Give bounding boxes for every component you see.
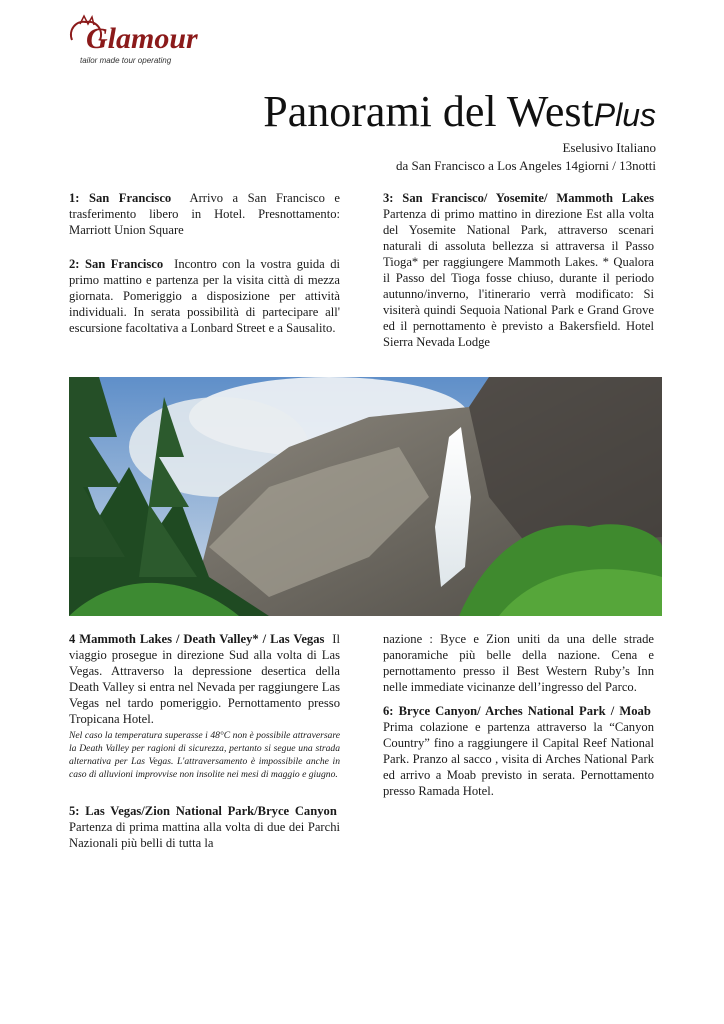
day-2-text: Incontro con la vostra guida di primo mattino e partenza per la visita città di mezza giornata. Pomeriggio a disposizione per attività individuali. In serata possibilità di partecipare all' escursione facoltativa a Lonbard Street e a Sausalito.	[69, 257, 341, 335]
title-plus: Plus	[593, 97, 656, 133]
column-top-left	[69, 190, 340, 354]
day-5-text: Partenza di prima mattina alla volta di due dei Parchi Nazionali più belli di tutta la	[69, 820, 340, 850]
route-duration: da San Francisco a Los Angeles 14giorni / 13notti	[396, 158, 656, 173]
page-title	[263, 86, 656, 137]
subtitle: Eselusivo Italiano	[562, 140, 656, 155]
day-4-note: Nel caso la temperatura superasse i 48°C non è possibile attraversare la Death Valley per ragioni di sicurezza, pertanto si segue una strada alternativa per Las Vegas. L'attraversamento è impossibile anche in caso di alluvioni improvvise non insolite nei mesi di maggio e giugno.	[69, 730, 340, 780]
day-1-text: Arrivo a San Francisco e trasferimento libero in Hotel. Presnottamento: Marriott Union Square	[69, 191, 340, 237]
day-2	[69, 256, 340, 336]
column-bottom-left	[69, 631, 340, 853]
column-top-right	[383, 190, 654, 368]
day-5	[69, 803, 340, 850]
landscape-illustration	[69, 377, 662, 616]
day-3-text: Partenza di primo mattino in direzione Est alla volta del Yosemite National Park, attraverso scenari naturali di assoluta bellezza si attraversa il Passo Tioga* per raggiungere Mammoth Lakes. * Qualora il Passo del Tioga fosse chiuso, durante il periodo autunno/inverno, l'itinerario verrà modificato: Si visiterà quindi Sequoia National Park e Grand Grove ed il pernottamento è previsto a Bakersfield. Hotel Sierra Nevada Lodge	[383, 207, 654, 349]
day-6-text: Prima colazione e partenza attraverso la “Canyon Country” fino a raggiungere il Capital Reef National Park. Pranzo al sacco , visita di Arches National Park ed arrivo a Moab previsto in serata. Pernottamento presso Ramada Hotel.	[383, 720, 654, 798]
day-1	[69, 190, 340, 238]
day-2-title: 2: San Francisco	[69, 257, 164, 271]
logo-wordmark: Glamour	[86, 22, 198, 55]
day-4-text: Il viaggio prosegue in direzione Sud alla volta di Las Vegas. Attraverso la depressione desertica della Death Valley si entra nel Nevada per raggiungere Las Vegas nel tardo pomeriggio. Pernottamento presso Tropicana Hotel.	[69, 632, 340, 726]
day-5-continued: nazione : Byce e Zion uniti da una delle strade panoramiche più belle della nazione. Cena e pernottamento presso il Best Western Ruby’s Inn nelle immediate vicinanze dell’ingresso del Parco.	[383, 632, 654, 694]
day-1-title: 1: San Francisco	[69, 191, 172, 205]
title-main: Panorami del West	[263, 87, 594, 136]
column-bottom-right	[383, 631, 654, 817]
yosemite-waterfall-photo	[69, 377, 662, 616]
logo-tagline: tailor made tour operating	[80, 56, 172, 65]
day-6	[383, 703, 654, 799]
glamour-logo	[66, 10, 196, 70]
day-5-title: 5: Las Vegas/Zion National Park/Bryce Canyon	[69, 804, 337, 818]
day-3	[383, 190, 654, 350]
day-6-title: 6: Bryce Canyon/ Arches National Park / Moab	[383, 704, 651, 718]
day-4	[69, 631, 340, 727]
day-4-title: 4 Mammoth Lakes / Death Valley* / Las Vegas	[69, 632, 325, 646]
day-3-title: 3: San Francisco/ Yosemite/ Mammoth Lakes	[383, 191, 654, 205]
